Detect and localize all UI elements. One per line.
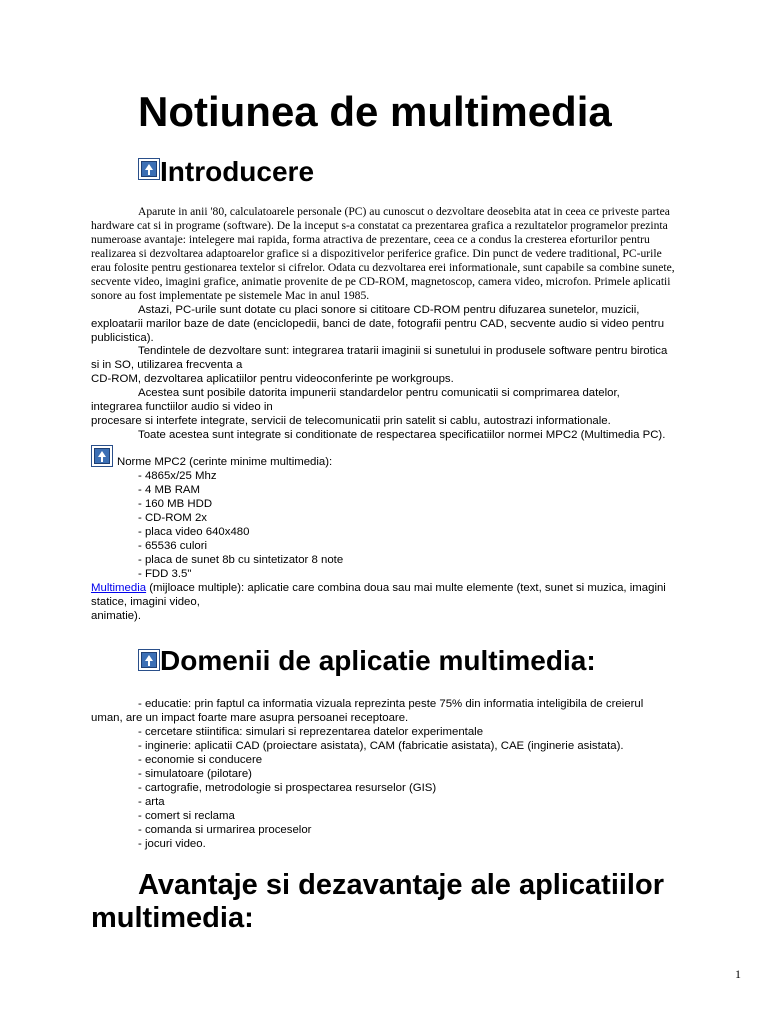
section-heading-advantages: Avantaje si dezavantaje ale aplicatiilor <box>138 869 664 901</box>
paragraph-line: erau folosite pentru gestionarea textelor si cifrelor. Odata cu dezvoltarea erei informationale, sunt capabile sa combine sunete, <box>91 261 675 274</box>
page-number: 1 <box>735 967 741 981</box>
list-item: - educatie: prin faptul ca informatia vizuala reprezinta peste 75% din informatia inteligibila de creierul <box>138 698 644 710</box>
list-item: - comert si reclama <box>138 810 235 822</box>
paragraph-line: secvente video, imagini grafice, animatie provenite de pe CD-ROM, magnetoscop, camera video, microfon. Primele aplicatii <box>91 275 671 288</box>
up-arrow-icon[interactable] <box>138 158 160 180</box>
paragraph-line: realizarea si dezvoltarea adaptoarelor grafice si a dispozitivelor periferice grafice. Din punct de vedere traditional, PC-urile <box>91 247 662 260</box>
list-item: - FDD 3.5" <box>138 568 192 580</box>
heading-text: Domenii de aplicatie multimedia: <box>160 645 596 676</box>
paragraph-line: numeroase avantaje: intelegere mai rapida, forma atractiva de prezentare, ceea ce a condus la cresterea eforturilor pentru <box>91 233 650 246</box>
heading-text: Introducere <box>160 156 315 187</box>
definition-text: (mijloace multiple): aplicatie care combina doua sau mai multe elemente (text, sunet si muzica, imagini <box>146 582 666 594</box>
list-item: - CD-ROM 2x <box>138 512 207 524</box>
list-item: - cartografie, metrodologie si prospectarea resurselor (GIS) <box>138 782 437 794</box>
paragraph-line: hardware cat si in programe (software). De la inceput s-a constatat ca prezentarea grafica a rezultatelor programelor prezinta <box>91 219 668 232</box>
paragraph-line: sonore au fost implementate pe sistemele Mac in anul 1985. <box>91 289 370 302</box>
paragraph-line: procesare si interfete integrate, servicii de telecomunicatii prin satelit si cablu, autostrazi informationale. <box>91 415 611 427</box>
paragraph-line: CD-ROM, dezvoltarea aplicatiilor pentru videoconferinte pe workgroups. <box>91 373 454 385</box>
multimedia-link[interactable]: Multimedia <box>91 582 147 594</box>
paragraph-line: Aparute in anii '80, calculatoarele personale (PC) au cunoscut o dezvoltare deosebita atat in ceea ce priveste partea <box>138 205 670 218</box>
paragraph-line: exploatarii marilor baze de date (enciclopedii, banci de date, fotografii pentru CAD, secvente audio si video pentru <box>91 318 665 330</box>
section-heading-domains <box>138 645 596 677</box>
paragraph-line: Astazi, PC-urile sunt dotate cu placi sonore si cititoare CD-ROM pentru difuzarea sunetelor, muzicii, <box>138 304 640 316</box>
paragraph-line: si in SO, utilizarea frecventa a <box>91 359 243 371</box>
up-arrow-icon[interactable] <box>91 445 113 467</box>
norms-icon-wrap <box>91 445 113 467</box>
paragraph-line: animatie). <box>91 610 142 622</box>
page-title: Notiunea de multimedia <box>138 88 612 135</box>
list-item: - placa de sunet 8b cu sintetizator 8 note <box>138 554 344 566</box>
list-item: - arta <box>138 796 165 808</box>
list-item: - economie si conducere <box>138 754 263 766</box>
list-item: - 65536 culori <box>138 540 208 552</box>
list-item: - cercetare stiintifica: simulari si reprezentarea datelor experimentale <box>138 726 484 738</box>
norms-heading: Norme MPC2 (cerinte minime multimedia): <box>117 456 333 468</box>
list-item: uman, are un impact foarte mare asupra persoanei receptoare. <box>91 712 409 724</box>
multimedia-definition <box>91 581 666 595</box>
section-heading-intro <box>138 156 314 188</box>
paragraph-line: statice, imagini video, <box>91 596 200 608</box>
list-item: - comanda si urmarirea proceselor <box>138 824 312 836</box>
paragraph-line: Tendintele de dezvoltare sunt: integrarea tratarii imaginii si sunetului in produsele software pentru birotica <box>138 345 668 357</box>
list-item: - placa video 640x480 <box>138 526 250 538</box>
paragraph-line: integrarea functiilor audio si video in <box>91 401 273 413</box>
list-item: - 4 MB RAM <box>138 484 201 496</box>
list-item: - 4865x/25 Mhz <box>138 470 217 482</box>
list-item: - jocuri video. <box>138 838 206 850</box>
section-heading-advantages-cont: multimedia: <box>91 902 254 934</box>
paragraph-line: Acestea sunt posibile datorita impunerii standardelor pentru comunicatii si comprimarea datelor, <box>138 387 620 399</box>
up-arrow-icon[interactable] <box>138 649 160 671</box>
list-item: - simulatoare (pilotare) <box>138 768 252 780</box>
list-item: - inginerie: aplicatii CAD (proiectare asistata), CAM (fabricatie asistata), CAE (inginerie asistata). <box>138 740 624 752</box>
list-item: - 160 MB HDD <box>138 498 213 510</box>
paragraph-line: publicistica). <box>91 332 154 344</box>
paragraph-line: Toate acestea sunt integrate si conditionate de respectarea specificatiilor normei MPC2 (Multimedia PC). <box>138 429 666 441</box>
